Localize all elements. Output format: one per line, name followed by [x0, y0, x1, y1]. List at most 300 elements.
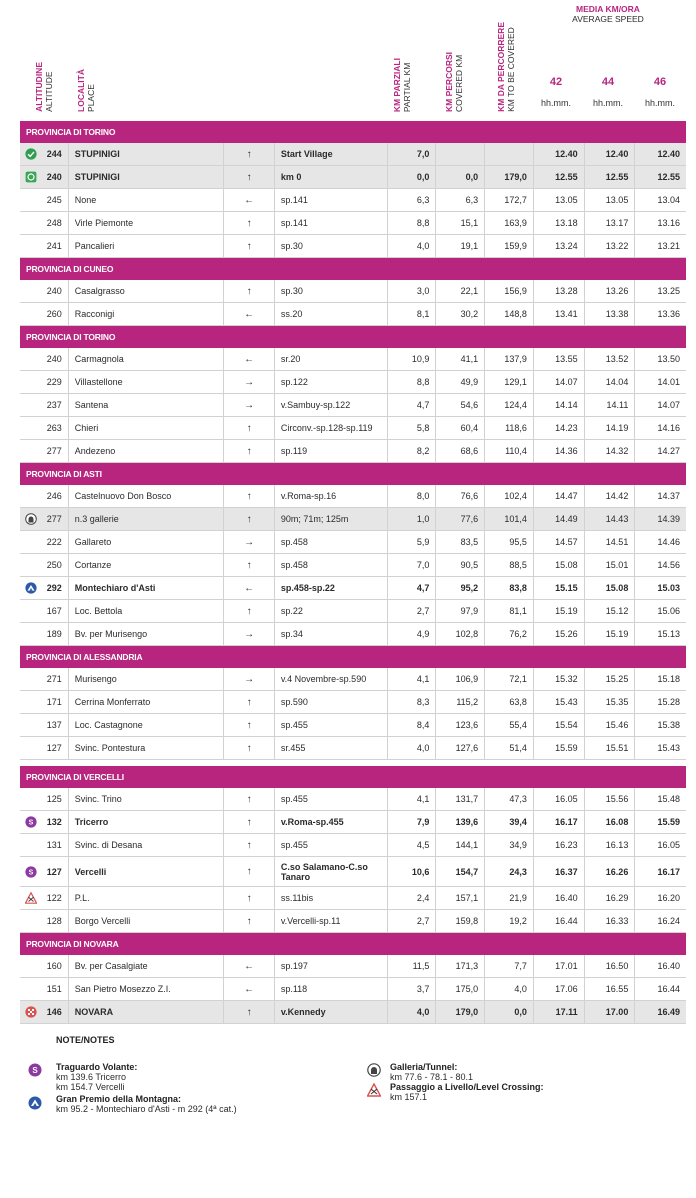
table-row	[20, 910, 686, 933]
to-be-covered-km-cell: 76,2	[485, 623, 534, 645]
covered-km-cell: 171,3	[436, 955, 485, 977]
sprint-icon	[25, 866, 37, 878]
time-44-cell: 15.56	[585, 788, 636, 810]
altitude-cell	[20, 737, 69, 759]
partial-km-cell: 4,7	[388, 577, 437, 599]
time-46-cell: 15.38	[657, 720, 680, 730]
section-header: PROVINCIA DI CUNEO	[20, 258, 686, 280]
partial-km-cell: 4,0	[388, 235, 437, 257]
time-42-cell: 16.05	[534, 788, 585, 810]
time-42-cell: 16.17	[534, 811, 585, 833]
altitude-value: 229	[46, 377, 62, 387]
time-42-cell: 14.14	[534, 394, 585, 416]
time-46-cell: 12.55	[657, 172, 680, 182]
place-cell: n.3 gallerie	[69, 508, 225, 530]
altitude-value: 189	[46, 629, 62, 639]
place-cell: Cortanze	[69, 554, 225, 576]
covered-km-cell: 106,9	[436, 668, 485, 690]
covered-km-cell: 179,0	[436, 1001, 485, 1023]
altitude-value: 167	[46, 606, 62, 616]
direction-arrow-icon: ←	[224, 348, 275, 370]
road-cell: v.Roma-sp.16	[275, 485, 388, 507]
direction-arrow-icon: ↑	[224, 834, 275, 856]
altitude-value: 292	[46, 583, 62, 593]
average-speed-header: MEDIA KM/ORA AVERAGE SPEED	[572, 4, 644, 24]
altitude-value: 260	[46, 309, 62, 319]
time-44-cell: 14.51	[585, 531, 636, 553]
place-cell: Chieri	[69, 417, 225, 439]
altitude-cell	[20, 394, 69, 416]
covered-km-cell: 83,5	[436, 531, 485, 553]
partial-km-cell: 8,4	[388, 714, 437, 736]
place-cell: STUPINIGI	[69, 166, 225, 188]
covered-km-cell: 144,1	[436, 834, 485, 856]
partial-km-header: KM PARZIALI PARTIAL KM	[392, 57, 412, 112]
altitude-value: 237	[46, 400, 62, 410]
covered-km-cell: 131,7	[436, 788, 485, 810]
time-44-cell: 13.52	[585, 348, 636, 370]
time-42-cell: 14.57	[534, 531, 585, 553]
direction-arrow-icon: ↑	[224, 508, 275, 530]
time-42-cell: 15.08	[534, 554, 585, 576]
road-cell: v.4 Novembre-sp.590	[275, 668, 388, 690]
time-unit-42: hh.mm.	[540, 98, 571, 108]
partial-km-cell: 2,7	[388, 910, 437, 932]
table-row	[20, 417, 686, 440]
direction-arrow-icon: ↑	[224, 811, 275, 833]
time-44-cell: 17.00	[585, 1001, 636, 1023]
time-46-cell: 15.18	[657, 674, 680, 684]
covered-km-cell: 175,0	[436, 978, 485, 1000]
time-46-cell: 15.59	[657, 817, 680, 827]
altitude-value: 127	[46, 866, 62, 877]
place-cell: Santena	[69, 394, 225, 416]
road-cell: v.Kennedy	[275, 1001, 388, 1023]
covered-km-cell: 22,1	[436, 280, 485, 302]
time-44-cell: 15.25	[585, 668, 636, 690]
section-header: PROVINCIA DI NOVARA	[20, 933, 686, 955]
section-header: PROVINCIA DI ALESSANDRIA	[20, 646, 686, 668]
covered-km-cell: 127,6	[436, 737, 485, 759]
partial-km-cell: 11,5	[388, 955, 437, 977]
to-be-covered-km-cell: 148,8	[485, 303, 534, 325]
time-46-cell: 16.05	[657, 840, 680, 850]
place-cell: Loc. Bettola	[69, 600, 225, 622]
altitude-value: 240	[46, 354, 62, 364]
section-header: PROVINCIA DI VERCELLI	[20, 766, 686, 788]
road-cell: sp.122	[275, 371, 388, 393]
altitude-cell	[20, 834, 69, 856]
table-row	[20, 857, 686, 887]
partial-km-cell: 8,0	[388, 485, 437, 507]
partial-km-cell: 8,3	[388, 691, 437, 713]
altitude-cell	[20, 955, 69, 977]
altitude-value: 271	[46, 674, 62, 684]
altitude-cell	[20, 348, 69, 370]
time-44-cell: 12.40	[585, 143, 636, 165]
altitude-value: 127	[46, 743, 62, 753]
direction-arrow-icon: ↑	[224, 143, 275, 165]
covered-km-cell: 102,8	[436, 623, 485, 645]
place-cell: Tricerro	[69, 811, 225, 833]
time-46-cell: 13.04	[657, 195, 680, 205]
time-42-cell: 14.36	[534, 440, 585, 462]
place-cell: Casalgrasso	[69, 280, 225, 302]
to-be-covered-km-cell: 102,4	[485, 485, 534, 507]
covered-km-cell: 60,4	[436, 417, 485, 439]
altitude-cell	[20, 212, 69, 234]
road-cell: ss.20	[275, 303, 388, 325]
time-46-cell: 13.21	[657, 241, 680, 251]
direction-arrow-icon: ↑	[224, 737, 275, 759]
to-be-covered-km-cell: 110,4	[485, 440, 534, 462]
to-be-covered-km-cell: 72,1	[485, 668, 534, 690]
time-44-cell: 15.46	[585, 714, 636, 736]
direction-arrow-icon: ↑	[224, 485, 275, 507]
time-42-cell: 15.59	[534, 737, 585, 759]
direction-arrow-icon: ←	[224, 577, 275, 599]
table-row	[20, 554, 686, 577]
time-42-cell: 16.44	[534, 910, 585, 932]
time-44-cell: 13.05	[585, 189, 636, 211]
direction-arrow-icon: ↑	[224, 166, 275, 188]
to-be-covered-km-cell: 163,9	[485, 212, 534, 234]
partial-km-cell: 4,7	[388, 394, 437, 416]
road-cell: ss.11bis	[275, 887, 388, 909]
altitude-value: 244	[46, 149, 62, 159]
partial-km-cell: 5,9	[388, 531, 437, 553]
to-be-covered-km-cell: 95,5	[485, 531, 534, 553]
time-46-cell: 15.03	[657, 583, 680, 593]
place-cell: Carmagnola	[69, 348, 225, 370]
place-cell: Montechiaro d'Asti	[69, 577, 225, 599]
place-cell: Svinc. Trino	[69, 788, 225, 810]
time-42-cell: 13.18	[534, 212, 585, 234]
altitude-cell	[20, 978, 69, 1000]
km-zero-icon	[25, 171, 37, 183]
road-cell: v.Sambuy-sp.122	[275, 394, 388, 416]
table-row	[20, 1001, 686, 1024]
covered-km-cell: 159,8	[436, 910, 485, 932]
itinerary-table	[20, 121, 686, 1024]
time-42-cell: 15.26	[534, 623, 585, 645]
altitude-value: 277	[46, 446, 62, 456]
time-42-cell: 12.40	[534, 143, 585, 165]
partial-km-cell: 4,9	[388, 623, 437, 645]
direction-arrow-icon: →	[224, 531, 275, 553]
road-cell: sp.197	[275, 955, 388, 977]
partial-km-cell: 4,5	[388, 834, 437, 856]
direction-arrow-icon: ↑	[224, 417, 275, 439]
time-46-cell: 13.36	[657, 309, 680, 319]
altitude-value: 122	[46, 893, 62, 903]
altitude-cell	[20, 788, 69, 810]
time-44-cell: 15.19	[585, 623, 636, 645]
road-cell: C.so Salamano-C.so Tanaro	[275, 857, 388, 886]
road-cell: sp.455	[275, 714, 388, 736]
place-cell: Andezeno	[69, 440, 225, 462]
time-42-cell: 15.15	[534, 577, 585, 599]
place-cell: Bv. per Murisengo	[69, 623, 225, 645]
covered-km-cell: 157,1	[436, 887, 485, 909]
to-be-covered-km-cell: 55,4	[485, 714, 534, 736]
altitude-value: 222	[46, 537, 62, 547]
table-row	[20, 485, 686, 508]
time-46-cell: 14.01	[657, 377, 680, 387]
altitude-cell	[20, 623, 69, 645]
partial-km-cell: 8,8	[388, 371, 437, 393]
to-be-covered-km-cell: 63,8	[485, 691, 534, 713]
time-42-cell: 17.06	[534, 978, 585, 1000]
altitude-value: 125	[46, 794, 62, 804]
time-46-cell: 15.13	[657, 629, 680, 639]
direction-arrow-icon: ↑	[224, 857, 275, 886]
time-46-cell: 15.48	[657, 794, 680, 804]
table-row	[20, 143, 686, 166]
place-cell: San Pietro Mosezzo Z.I.	[69, 978, 225, 1000]
altitude-cell	[20, 554, 69, 576]
road-cell: sp.458	[275, 531, 388, 553]
direction-arrow-icon: →	[224, 394, 275, 416]
partial-km-cell: 7,0	[388, 554, 437, 576]
time-46-cell: 16.20	[657, 893, 680, 903]
covered-km-cell: 54,6	[436, 394, 485, 416]
time-44-cell: 12.55	[585, 166, 636, 188]
time-46-cell: 14.27	[657, 446, 680, 456]
altitude-cell	[20, 910, 69, 932]
table-row	[20, 280, 686, 303]
time-44-cell: 16.08	[585, 811, 636, 833]
altitude-cell	[20, 280, 69, 302]
time-42-cell: 15.19	[534, 600, 585, 622]
time-46-cell: 16.24	[657, 916, 680, 926]
to-be-covered-km-cell: 159,9	[485, 235, 534, 257]
partial-km-cell: 3,0	[388, 280, 437, 302]
to-be-covered-km-cell: 172,7	[485, 189, 534, 211]
altitude-value: 171	[46, 697, 62, 707]
place-cell: Villastellone	[69, 371, 225, 393]
time-44-cell: 14.43	[585, 508, 636, 530]
time-46-cell: 14.56	[657, 560, 680, 570]
sprint-icon	[25, 816, 37, 828]
to-be-covered-km-cell: 101,4	[485, 508, 534, 530]
road-cell: sp.30	[275, 235, 388, 257]
altitude-cell	[20, 1001, 69, 1023]
road-cell: sp.590	[275, 691, 388, 713]
table-row	[20, 235, 686, 258]
place-cell: Virle Piemonte	[69, 212, 225, 234]
direction-arrow-icon: →	[224, 371, 275, 393]
time-44-cell: 14.32	[585, 440, 636, 462]
mountain-prize-icon	[28, 1096, 42, 1110]
place-cell: Bv. per Casalgiate	[69, 955, 225, 977]
place-cell: Castelnuovo Don Bosco	[69, 485, 225, 507]
covered-km-cell: 115,2	[436, 691, 485, 713]
road-cell: 90m; 71m; 125m	[275, 508, 388, 530]
altitude-cell	[20, 143, 69, 165]
time-42-cell: 17.11	[534, 1001, 585, 1023]
covered-km-cell: 6,3	[436, 189, 485, 211]
altitude-cell	[20, 600, 69, 622]
place-cell: Racconigi	[69, 303, 225, 325]
to-be-covered-km-cell: 7,7	[485, 955, 534, 977]
road-cell: v.Roma-sp.455	[275, 811, 388, 833]
to-be-covered-km-cell: 83,8	[485, 577, 534, 599]
time-44-cell: 15.51	[585, 737, 636, 759]
table-row	[20, 394, 686, 417]
time-42-cell: 15.43	[534, 691, 585, 713]
time-46-cell: 14.07	[657, 400, 680, 410]
direction-arrow-icon: ↑	[224, 280, 275, 302]
altitude-value: 248	[46, 218, 62, 228]
table-row	[20, 834, 686, 857]
road-cell: sr.20	[275, 348, 388, 370]
svg-text:S: S	[28, 869, 34, 877]
covered-km-cell: 0,0	[436, 166, 485, 188]
direction-arrow-icon: ↑	[224, 788, 275, 810]
place-header: LOCALITÀ PLACE	[76, 69, 96, 112]
table-row	[20, 600, 686, 623]
altitude-cell	[20, 440, 69, 462]
level-crossing-icon	[25, 892, 37, 904]
covered-km-cell: 15,1	[436, 212, 485, 234]
table-row	[20, 668, 686, 691]
to-be-covered-km-cell: 39,4	[485, 811, 534, 833]
time-46-cell: 13.16	[657, 218, 680, 228]
place-cell: None	[69, 189, 225, 211]
time-42-cell: 13.41	[534, 303, 585, 325]
time-42-cell: 15.32	[534, 668, 585, 690]
time-46-cell: 14.37	[657, 491, 680, 501]
time-44-cell: 16.55	[585, 978, 636, 1000]
road-cell: sp.119	[275, 440, 388, 462]
partial-km-cell: 8,8	[388, 212, 437, 234]
partial-km-cell: 3,7	[388, 978, 437, 1000]
finish-icon	[25, 1006, 37, 1018]
note-level-crossing: Passaggio a Livello/Level Crossing: km 157.1	[390, 1082, 544, 1102]
time-44-cell: 16.33	[585, 910, 636, 932]
to-be-covered-km-header: KM DA PERCORRERE KM TO BE COVERED	[496, 22, 516, 112]
time-46-cell: 12.40	[657, 149, 680, 159]
partial-km-cell: 8,1	[388, 303, 437, 325]
table-row	[20, 531, 686, 554]
to-be-covered-km-cell: 51,4	[485, 737, 534, 759]
place-cell: STUPINIGI	[69, 143, 225, 165]
altitude-value: 160	[46, 961, 62, 971]
altitude-cell	[20, 811, 69, 833]
place-cell: Pancalieri	[69, 235, 225, 257]
to-be-covered-km-cell: 34,9	[485, 834, 534, 856]
altitude-cell	[20, 189, 69, 211]
altitude-value: 151	[46, 984, 62, 994]
notes-title: NOTE/NOTES	[56, 1035, 115, 1045]
covered-km-cell: 77,6	[436, 508, 485, 530]
to-be-covered-km-cell: 179,0	[485, 166, 534, 188]
time-46-cell: 13.25	[657, 286, 680, 296]
table-row	[20, 714, 686, 737]
to-be-covered-km-cell: 124,4	[485, 394, 534, 416]
direction-arrow-icon: ↑	[224, 1001, 275, 1023]
altitude-value: 263	[46, 423, 62, 433]
direction-arrow-icon: →	[224, 623, 275, 645]
direction-arrow-icon: ↑	[224, 910, 275, 932]
to-be-covered-km-cell: 4,0	[485, 978, 534, 1000]
to-be-covered-km-cell: 0,0	[485, 1001, 534, 1023]
covered-km-header: KM PERCORSI COVERED KM	[444, 52, 464, 112]
time-42-cell: 13.24	[534, 235, 585, 257]
to-be-covered-km-cell: 81,1	[485, 600, 534, 622]
time-42-cell: 14.49	[534, 508, 585, 530]
time-44-cell: 14.11	[585, 394, 636, 416]
altitude-cell	[20, 303, 69, 325]
time-46-cell: 15.06	[657, 606, 680, 616]
partial-km-cell: 1,0	[388, 508, 437, 530]
section-header: PROVINCIA DI TORINO	[20, 121, 686, 143]
partial-km-cell: 8,2	[388, 440, 437, 462]
time-44-cell: 14.42	[585, 485, 636, 507]
time-44-cell: 14.04	[585, 371, 636, 393]
partial-km-cell: 10,6	[388, 857, 437, 886]
place-cell: Cerrina Monferrato	[69, 691, 225, 713]
table-row	[20, 887, 686, 910]
time-44-cell: 15.08	[585, 577, 636, 599]
altitude-cell	[20, 235, 69, 257]
time-44-cell: 13.26	[585, 280, 636, 302]
note-sprint: Traguardo Volante: km 139.6 Tricerro km 154.7 Vercelli	[56, 1062, 138, 1092]
time-42-cell: 14.23	[534, 417, 585, 439]
table-row	[20, 978, 686, 1001]
altitude-value: 128	[46, 916, 62, 926]
covered-km-cell: 41,1	[436, 348, 485, 370]
partial-km-cell: 4,0	[388, 737, 437, 759]
section-header: PROVINCIA DI ASTI	[20, 463, 686, 485]
altitude-cell	[20, 166, 69, 188]
time-46-cell: 15.43	[657, 743, 680, 753]
covered-km-cell: 49,9	[436, 371, 485, 393]
road-cell: sp.458-sp.22	[275, 577, 388, 599]
direction-arrow-icon: ↑	[224, 235, 275, 257]
table-row	[20, 788, 686, 811]
time-44-cell: 16.26	[585, 857, 636, 886]
covered-km-cell: 123,6	[436, 714, 485, 736]
time-44-cell: 13.38	[585, 303, 636, 325]
covered-km-cell: 90,5	[436, 554, 485, 576]
speed-42: 42	[549, 76, 563, 88]
place-cell: Murisengo	[69, 668, 225, 690]
time-46-cell: 16.49	[657, 1007, 680, 1017]
covered-km-cell: 19,1	[436, 235, 485, 257]
to-be-covered-km-cell: 21,9	[485, 887, 534, 909]
table-row	[20, 577, 686, 600]
partial-km-cell: 4,0	[388, 1001, 437, 1023]
time-44-cell: 13.22	[585, 235, 636, 257]
covered-km-cell: 95,2	[436, 577, 485, 599]
altitude-cell	[20, 857, 69, 886]
direction-arrow-icon: ↑	[224, 212, 275, 234]
start-icon	[25, 148, 37, 160]
direction-arrow-icon: →	[224, 668, 275, 690]
to-be-covered-km-cell: 118,6	[485, 417, 534, 439]
notes-section	[0, 1030, 696, 1198]
road-cell: Circonv.-sp.128-sp.119	[275, 417, 388, 439]
time-46-cell: 14.39	[657, 514, 680, 524]
road-cell: sp.141	[275, 189, 388, 211]
speed-46: 46	[653, 76, 667, 88]
tunnel-icon	[367, 1063, 381, 1077]
partial-km-cell: 2,4	[388, 887, 437, 909]
partial-km-cell: 7,9	[388, 811, 437, 833]
to-be-covered-km-cell	[485, 143, 534, 165]
